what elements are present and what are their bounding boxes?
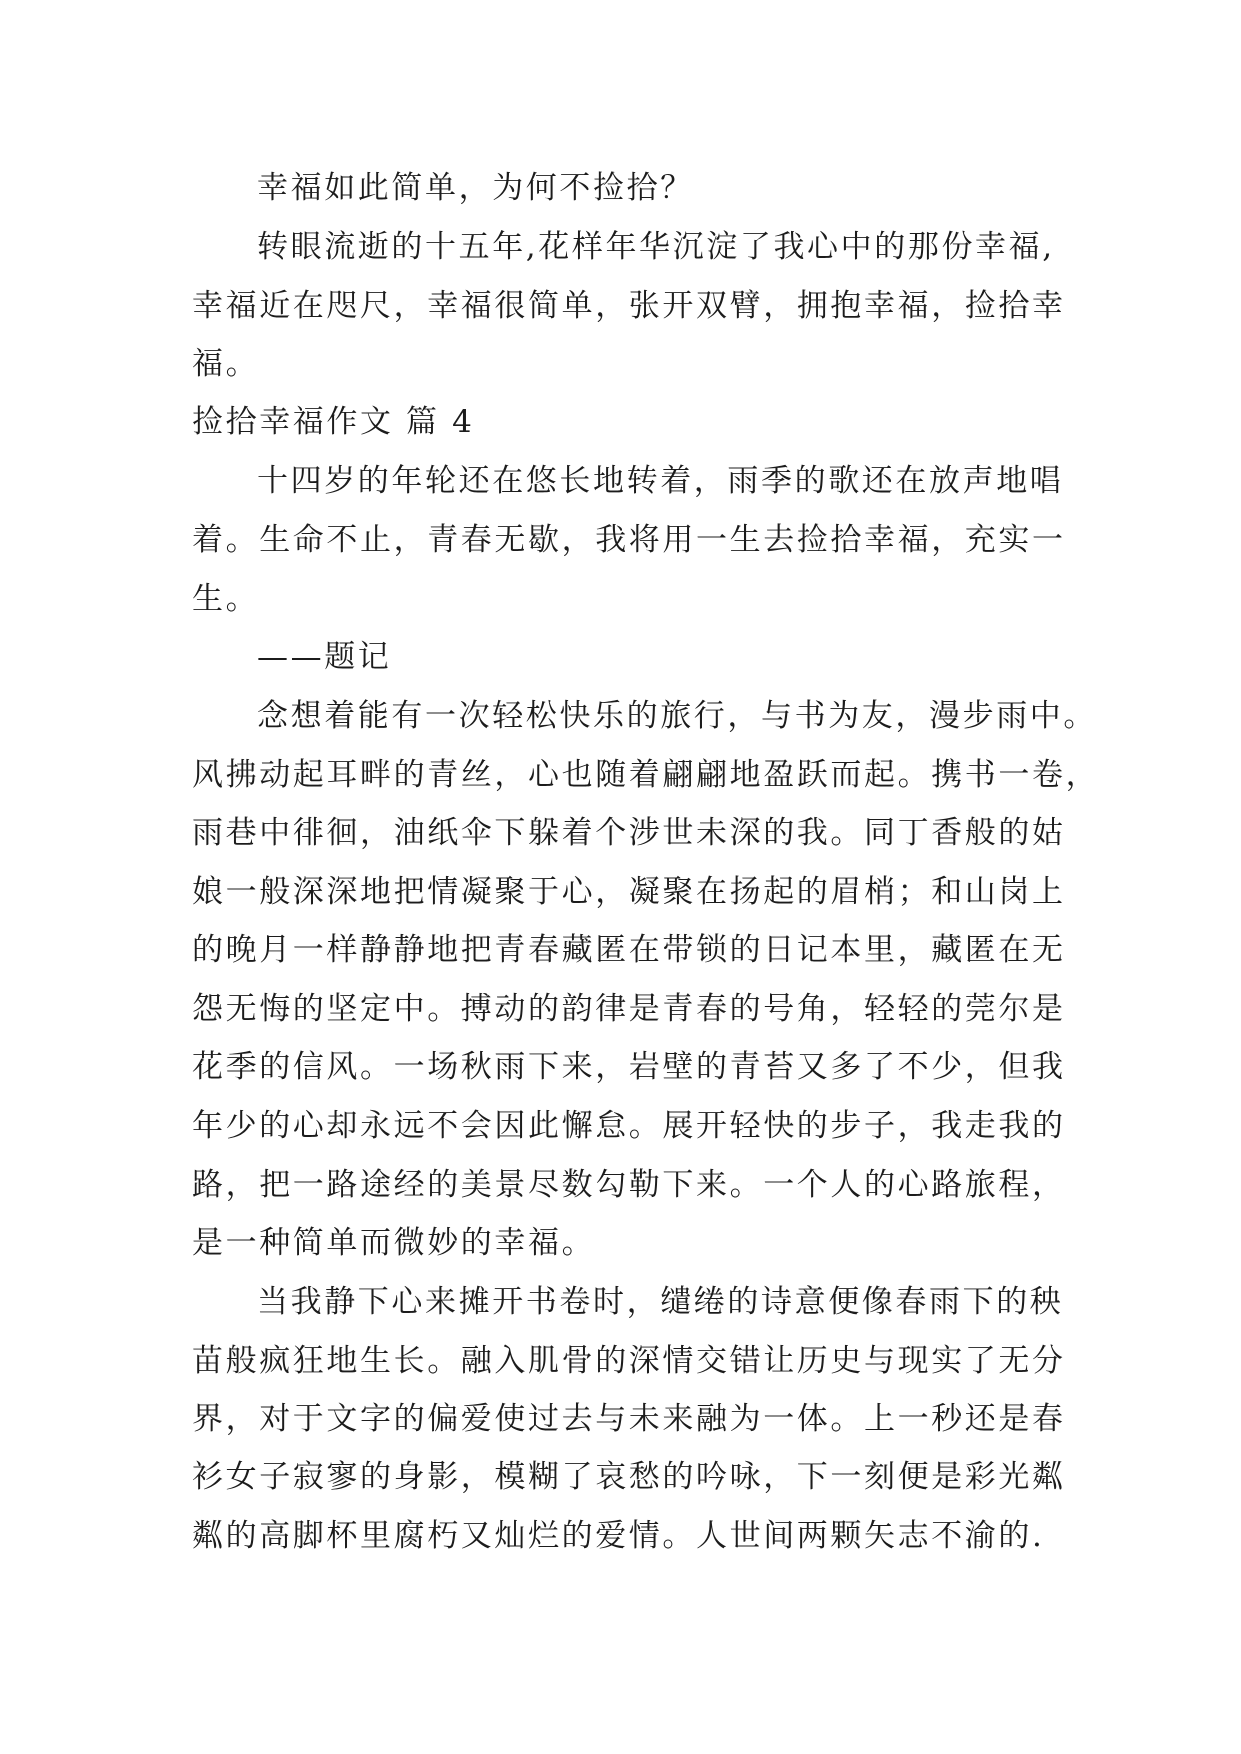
paragraph-line: 福。 — [192, 346, 260, 382]
paragraph-line: 苗般疯狂地生长。融入肌骨的深情交错让历史与现实了无分 — [192, 1343, 1066, 1379]
epigraph-attribution: ——题记 — [257, 639, 392, 675]
paragraph-line: 的晚月一样静静地把青春藏匿在带锁的日记本里，藏匿在无 — [192, 932, 1066, 968]
paragraph-line: 十四岁的年轮还在悠长地转着，雨季的歌还在放声地唱 — [257, 463, 1064, 499]
paragraph-line: 念想着能有一次轻松快乐的旅行，与书为友，漫步雨中。 — [257, 698, 1097, 734]
paragraph-line: 年少的心却永远不会因此懈怠。展开轻快的步子，我走我的 — [192, 1108, 1066, 1144]
section-heading: 捡拾幸福作文 篇 4 — [192, 404, 475, 440]
paragraph-line: 转眼流逝的十五年,花样年华沉淀了我心中的那份幸福, — [257, 229, 1055, 265]
paragraph-line: 娘一般深深地把情凝聚于心，凝聚在扬起的眉梢；和山岗上 — [192, 874, 1066, 910]
paragraph-line: 路，把一路途经的美景尽数勾勒下来。一个人的心路旅程， — [192, 1167, 1066, 1203]
paragraph-line: 雨巷中徘徊，油纸伞下躲着个涉世未深的我。同丁香般的姑 — [192, 815, 1066, 851]
paragraph-line: 生。 — [192, 581, 260, 617]
paragraph-line: 怨无悔的坚定中。搏动的韵律是青春的号角，轻轻的莞尔是 — [192, 991, 1066, 1027]
paragraph-line: 风拂动起耳畔的青丝，心也随着翩翩地盈跃而起。携书一卷， — [192, 757, 1100, 793]
paragraph-line: 着。生命不止，青春无歇，我将用一生去捡拾幸福，充实一 — [192, 522, 1066, 558]
paragraph-line: 粼的高脚杯里腐朽又灿烂的爱情。人世间两颗矢志不渝的. — [192, 1518, 1045, 1554]
paragraph-line: 幸福近在咫尺，幸福很简单，张开双臂，拥抱幸福，捡拾幸 — [192, 288, 1066, 324]
paragraph-line: 是一种简单而微妙的幸福。 — [192, 1225, 596, 1261]
paragraph-line: 幸福如此简单，为何不捡拾？ — [257, 170, 694, 206]
paragraph-line: 界，对于文字的偏爱使过去与未来融为一体。上一秒还是春 — [192, 1401, 1066, 1437]
paragraph-line: 当我静下心来摊开书卷时，缱绻的诗意便像春雨下的秧 — [257, 1284, 1064, 1320]
paragraph-line: 衫女子寂寥的身影，模糊了哀愁的吟咏，下一刻便是彩光粼 — [192, 1459, 1066, 1495]
paragraph-line: 花季的信风。一场秋雨下来，岩壁的青苔又多了不少，但我 — [192, 1049, 1066, 1085]
